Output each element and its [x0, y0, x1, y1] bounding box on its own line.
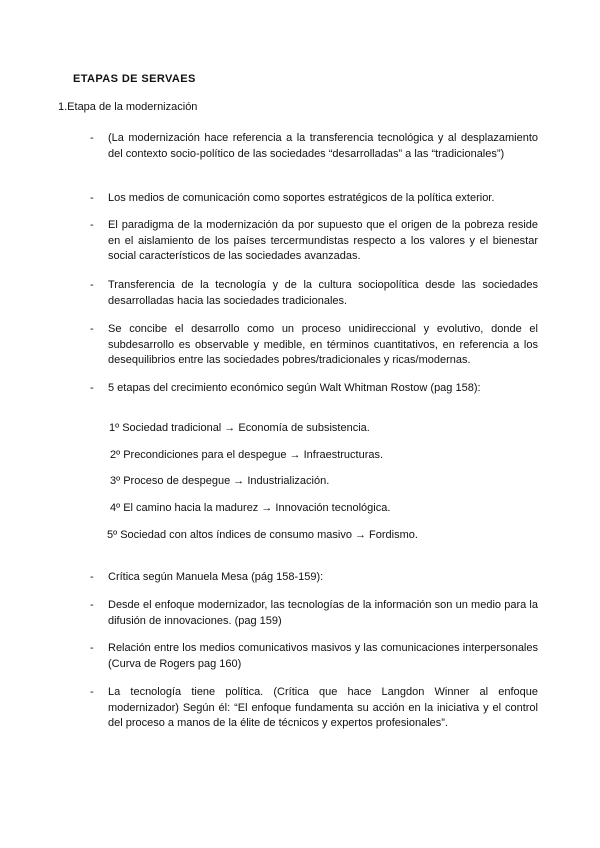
bullet-dash: -: [90, 382, 94, 394]
bullet-dash: -: [90, 192, 94, 204]
list-item: [90, 131, 538, 162]
list-item-text: Se concibe el desarrollo como un proceso unidireccional y evolutivo, donde el subdesarrollo es observable y medible, en términos cuantitativos, en referencia a los desequilibrios entre las sociedades pobres/tradicionales y ricas/modernas.: [108, 323, 538, 366]
list-item: [90, 570, 538, 586]
list-item-text: Los medios de comunicación como soportes estratégicos de la política exterior.: [108, 192, 495, 204]
list-item: [90, 641, 538, 672]
bullet-dash: -: [90, 571, 94, 583]
list-item-text: Transferencia de la tecnología y de la cultura sociopolítica desde las sociedades desarrolladas hacia las sociedades tradicionales.: [108, 279, 538, 307]
list-item-text: El paradigma de la modernización da por supuesto que el origen de la pobreza reside en el aislamiento de los países tercermundistas respecto a los valores y el bienestar social característicos de las sociedades avanzadas.: [108, 219, 538, 262]
list-item: [90, 322, 538, 369]
bullet-dash: -: [90, 599, 94, 611]
list-item-text: 5 etapas del crecimiento económico según Walt Whitman Rostow (pag 158):: [108, 382, 481, 394]
stage-item: 1º Sociedad tradicional → Economía de subsistencia.: [109, 422, 370, 434]
list-item-text: Relación entre los medios comunicativos masivos y las comunicaciones interpersonales (Curva de Rogers pag 160): [108, 642, 538, 670]
stage-item: 3º Proceso de despegue → Industrialización.: [110, 475, 330, 487]
bullet-dash: -: [90, 219, 94, 231]
bullet-dash: -: [90, 279, 94, 291]
document-title: ETAPAS DE SERVAES: [73, 73, 196, 85]
bullet-dash: -: [90, 323, 94, 335]
list-item-text: La tecnología tiene política. (Crítica que hace Langdon Winner al enfoque modernizador) Según él: “El enfoque fundamenta su acción en la iniciativa y el control del proceso a manos de la élite de técnicos y expertos profesionales”.: [108, 686, 538, 729]
stage-item: 4º El camino hacia la madurez → Innovación tecnológica.: [110, 502, 391, 514]
list-item-text: Crítica según Manuela Mesa (pág 158-159):: [108, 571, 324, 583]
list-item: [90, 278, 538, 309]
list-item-text: (La modernización hace referencia a la transferencia tecnológica y al desplazamiento del contexto socio-político de las sociedades “desarrolladas” a las “tradicionales”): [108, 132, 538, 160]
list-item: [90, 598, 538, 629]
list-item: [90, 381, 538, 397]
section-heading: 1.Etapa de la modernización: [58, 101, 198, 113]
list-item: [90, 191, 538, 207]
list-item: [90, 685, 538, 732]
list-item-text: Desde el enfoque modernizador, las tecnologías de la información son un medio para la difusión de innovaciones. (pag 159): [108, 599, 538, 627]
stage-item: 5º Sociedad con altos índices de consumo masivo → Fordismo.: [107, 529, 418, 541]
bullet-dash: -: [90, 686, 94, 698]
stage-item: 2º Precondiciones para el despegue → Infraestructuras.: [110, 449, 384, 461]
bullet-dash: -: [90, 132, 94, 144]
bullet-dash: -: [90, 642, 94, 654]
list-item: [90, 218, 538, 265]
